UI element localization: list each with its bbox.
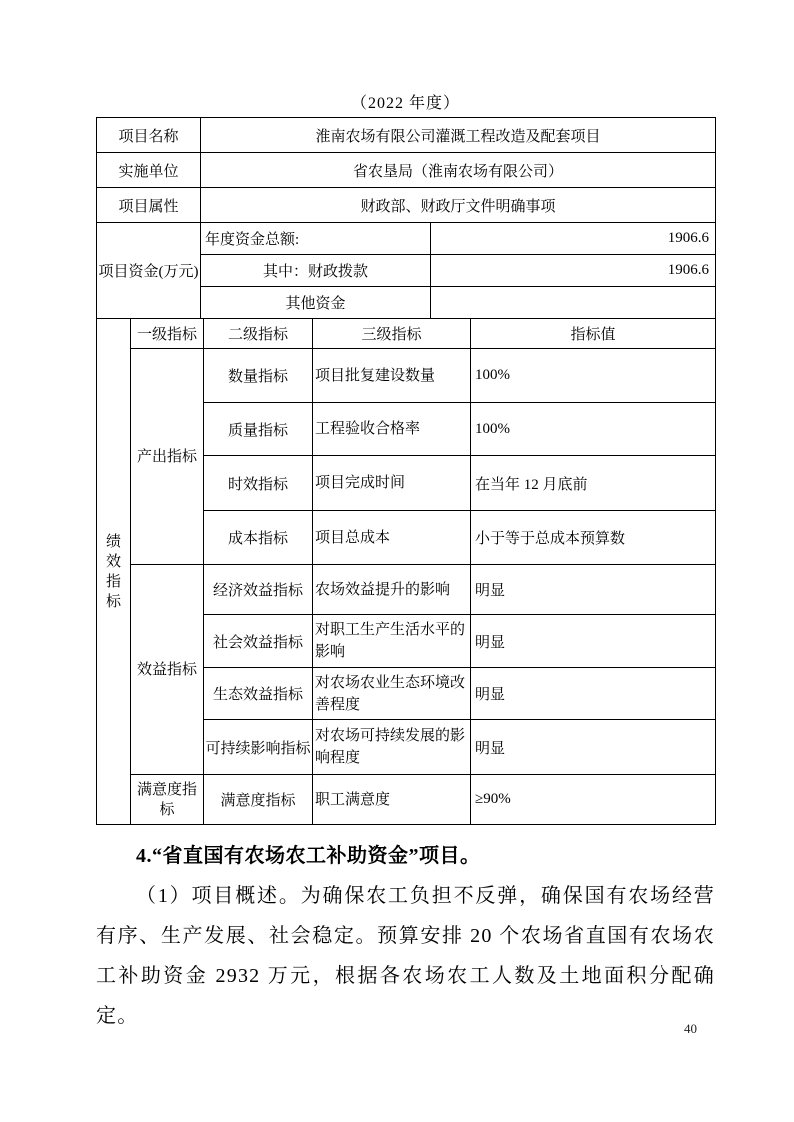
col-header-level1: 一级指标 — [131, 319, 204, 349]
level2-cell: 时效指标 — [204, 456, 313, 511]
table-row — [97, 118, 716, 153]
project-info-table — [96, 117, 716, 223]
row-value: 省农垦局（淮南农场有限公司） — [201, 153, 716, 188]
table-row — [97, 223, 716, 255]
level3-cell: 职工满意度 — [313, 775, 471, 825]
indicator-value-cell: 明显 — [471, 720, 716, 775]
level2-cell: 可持续影响指标 — [204, 720, 313, 775]
table-row — [97, 775, 716, 825]
indicator-value-cell: 小于等于总成本预算数 — [471, 511, 716, 565]
level3-cell: 工程验收合格率 — [313, 403, 471, 456]
row-label: 项目名称 — [97, 118, 201, 153]
section-heading: 4.“省直国有农场农工补助资金”项目。 — [136, 845, 481, 867]
body-paragraph: （1）项目概述。为确保农工负担不反弹，确保国有农场经营有序、生产发展、社会稳定。预算安排 20 个农场省直国有农场农工补助资金 2932 万元，根据各农场农工人数及土地面积分配确定。 — [96, 885, 715, 1027]
funding-value — [431, 287, 716, 319]
level2-cell: 质量指标 — [204, 403, 313, 456]
indicator-group-label: 绩效指标 — [97, 319, 131, 825]
page-content — [96, 94, 715, 1036]
funding-value: 1906.6 — [431, 255, 716, 287]
col-header-value: 指标值 — [471, 319, 716, 349]
level3-cell: 对农场可持续发展的影响程度 — [313, 720, 471, 775]
level1-cell: 满意度指标 — [131, 775, 204, 825]
level3-cell: 农场效益提升的影响 — [313, 565, 471, 615]
level1-cell: 效益指标 — [131, 565, 204, 775]
funding-group-label: 项目资金(万元) — [97, 223, 201, 319]
indicator-header-row — [97, 319, 716, 349]
funding-item: 其中：财政拨款 — [201, 255, 431, 287]
table-row — [97, 188, 716, 223]
row-label: 项目属性 — [97, 188, 201, 223]
level2-cell: 数量指标 — [204, 349, 313, 403]
table-row — [97, 153, 716, 188]
table-row — [97, 565, 716, 615]
row-value: 淮南农场有限公司灌溉工程改造及配套项目 — [201, 118, 716, 153]
table-row — [97, 349, 716, 403]
project-funding-table — [96, 222, 716, 319]
page-number: 40 — [684, 1021, 697, 1036]
doc-year-subtitle: （2022 年度） — [350, 95, 460, 112]
funding-value: 1906.6 — [431, 223, 716, 255]
level3-cell: 项目总成本 — [313, 511, 471, 565]
indicator-value-cell: 100% — [471, 403, 716, 456]
indicator-value-cell: 明显 — [471, 615, 716, 668]
indicator-value-cell: 100% — [471, 349, 716, 403]
level2-cell: 社会效益指标 — [204, 615, 313, 668]
indicator-value-cell: ≥90% — [471, 775, 716, 825]
level3-cell: 对职工生产生活水平的影响 — [313, 615, 471, 668]
funding-item: 其他资金 — [201, 287, 431, 319]
level3-cell: 对农场农业生态环境改善程度 — [313, 668, 471, 720]
indicator-value-cell: 明显 — [471, 668, 716, 720]
indicator-value-cell: 在当年 12 月底前 — [471, 456, 716, 511]
col-header-level3: 三级指标 — [313, 319, 471, 349]
level2-cell: 成本指标 — [204, 511, 313, 565]
level2-cell: 满意度指标 — [204, 775, 313, 825]
funding-item: 年度资金总额: — [201, 223, 431, 255]
level2-cell: 经济效益指标 — [204, 565, 313, 615]
level3-cell: 项目批复建设数量 — [313, 349, 471, 403]
row-value: 财政部、财政厅文件明确事项 — [201, 188, 716, 223]
indicator-value-cell: 明显 — [471, 565, 716, 615]
row-label: 实施单位 — [97, 153, 201, 188]
level1-cell: 产出指标 — [131, 349, 204, 565]
col-header-level2: 二级指标 — [204, 319, 313, 349]
level3-cell: 项目完成时间 — [313, 456, 471, 511]
indicator-table — [96, 318, 716, 825]
level2-cell: 生态效益指标 — [204, 668, 313, 720]
